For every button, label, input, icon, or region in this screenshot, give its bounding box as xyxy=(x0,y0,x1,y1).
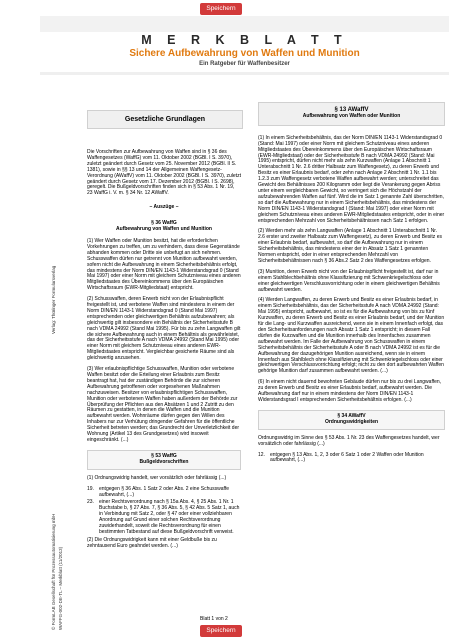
list-item: 23. einer Rechtsverordnung nach § 15a Abs. 4, § 25 Abs. 1 Nr. 1 Buchstabe b, § 27 Abs. 7, § 36 Abs. 5, § 42 Abs. 5 Satz 1, auch in Verbindung mit Satz 2, oder § 47 oder einer vollziehbaren Anordnung auf Grund einer solchen Rechtsverordnung zuwiderhandelt, soweit die Rechtsverordnung für einen bestimmten Tatbestand auf diese Bußgeldvorschrift verweist. xyxy=(87,499,240,535)
header-divider xyxy=(40,72,449,75)
paragraph: (2) Schusswaffen, deren Erwerb nicht von der Erlaubnispflicht freigestellt ist, und verbotene Waffen sind mindestens in einem der Norm DIN/EN 1143-1 Widerstandsgrad 0 (Stand Mai 1997) entsprechenden oder gleichwertigen Behältnis aufzubewahren; als gleichwertig gilt insbesondere ein Behältnis der Sicherheitsstufe B nach VDMA 24992 (Stand Mai 1995). Für bis zu zehn Langwaffen gilt die sichere Aufbewahrung auch in einem Behältnis als gewährleistet, das der Sicherheitsstufe A nach VDMA 24992 (Stand Mai 1995) oder einer Norm mit gleichem Schutzniveau eines anderen EWR-Mitgliedstaates entspricht. Vergleichbar gesicherte Räume sind als gleichwertig anzusehen. xyxy=(87,296,241,362)
paragraph: (2) Werden mehr als zehn Langwaffen (Anlage 1 Abschnitt 1 Unterabschnitt 1 Nr. 2.6 erster und zweiter Halbsatz zum Waffengesetz), zu deren Erwerb und Besitz es einer Erlaubnis bedarf, aufbewahrt, so darf die Aufbewahrung nur in einem Sicherheitsbehältnis, das mindestens einer der in Absatz 1 Satz 1 genannten Normen entspricht, oder in einer entsprechenden Mehrzahl von Sicherheitsbehältnissen nach § 36 Abs.2 Satz 2 des Waffengesetzes erfolgen. xyxy=(258,228,442,264)
paragraph: Ordnungswidrig im Sinne des § 53 Abs. 1 Nr. 23 des Waffengesetzes handelt, wer vorsätzlich oder fahrlässig (...) xyxy=(258,434,440,447)
section-53-waffg: § 53 WaffG Bußgeldvorschriften xyxy=(87,450,241,470)
section-34-awaffv: § 34 AWaffV Ordnungswidrigkeiten xyxy=(258,410,445,430)
document-header xyxy=(40,33,449,67)
auszug-label: – Auszüge – xyxy=(149,204,179,211)
section-13-awaffv: § 13 AWaffV Aufbewahrung von Waffen oder Munition xyxy=(258,102,445,126)
paragraph: (1) Ordnungswidrig handelt, wer vorsätzlich oder fahrlässig (...) xyxy=(87,474,227,481)
right-column xyxy=(258,102,445,466)
page-number: Blatt 1 von 2 xyxy=(200,616,228,622)
section-heading-grundlagen: Gesetzliche Grundlagen xyxy=(87,110,243,129)
left-column xyxy=(87,150,241,555)
side-note-code: WAFFG-002-DE-TL – Merkblatt (11/2013) xyxy=(58,546,63,630)
header-band xyxy=(40,16,449,32)
paragraph: (1) In einem Sicherheitsbehältnis, das der Norm DIN/EN 1143-1 Widerstandsgrad 0 (Stand: Mai 1997) oder einer Norm mit gleichem Schutzniveau eines anderen Mitgliedstaates des Übereinkommens über den Europäischen Wirtschaftsraum (EWR-Mitgliedstaat) oder der Sicherheitsstufe B nach VDMA 24992 (Stand: Mai 1995) entspricht, dürfen nicht mehr als zehn Kurzwaffen (Anlage 1 Abschnitt 1 Unterabschnitt 1 Nr. 2.6 dritter Halbsatz zum Waffengesetz), zu deren Erwerb und Besitz es einer Erlaubnis bedarf, oder zehn nach Anlage 2 Abschnitt 1 Nr. 1.1 bis 1.2.3 zum Waffengesetz verbotene Waffen aufbewahrt werden; unterschreitet das Gewicht des Behältnisses 200 Kilogramm oder liegt die Verankerung gegen Abriss unter einem vergleichbaren Gewicht, so verringert sich die Höchstzahl der aufzubewahrenden Waffen auf fünf. Wird die im Satz 1 genannte Zahl überschritten, so darf die Aufbewahrung nur in einem Sicherheitsbehältnis, das mindestens der Norm DIN/EN 1143-1 Widerstandsgrad I (Stand: Mai 1997) oder einer Norm mit gleichem Schutzniveau eines anderen EWR-Mitgliedstaates entspricht, oder in einer entsprechenden Mehrzahl von Sicherheitsbehältnissen nach Satz 1 erfolgen. xyxy=(258,134,445,224)
paragraph: (1) Wer Waffen oder Munition besitzt, hat die erforderlichen Vorkehrungen zu treffen, um zu verhindern, dass diese Gegenstände abhanden kommen oder Dritte sie unbefugt an sich nehmen. Schusswaffen dürfen nur getrennt von Munition aufbewahrt werden, sofern nicht die Aufbewahrung in einem Sicherheitsbehältnis erfolgt, das mindestens der Norm DIN/EN 1143-1 Widerstandsgrad 0 (Stand Mai 1997) oder einer Norm mit gleichem Schutzniveau eines anderen Mitgliedstaates des Übereinkommens über den Europäischen Wirtschaftsraum (EWR-Mitgliedstaat) entspricht. xyxy=(87,237,241,292)
document-tagline: Ein Ratgeber für Waffenbesitzer xyxy=(199,61,290,67)
side-note-verlag: Verlag: Thüringer Formularsverlag xyxy=(51,265,56,334)
document-title: M E R K B L A T T xyxy=(141,33,348,47)
list-item: 19. entgegen § 36 Abs. 1 Satz 2 oder Abs. 2 eine Schusswaffe aufbewahrt, (...) xyxy=(87,485,229,498)
paragraph: (2) Die Ordnungswidrigkeit kann mit einer Geldbuße bis zu zehntausend Euro geahndet werden. (...) xyxy=(87,536,217,549)
paragraph: (3) Munition, deren Erwerb nicht von der Erlaubnispflicht freigestellt ist, darf nur in einem Stahlblechbehältnis ohne Klassifizierung mit Schwenkriegelschloss oder einer gleichwertigen Verschlussvorrichtung oder in einem gleichwertigen Behältnis aufbewahrt werden. xyxy=(258,268,440,293)
save-button[interactable]: Speichern xyxy=(200,3,242,15)
paragraph: (3) Wer erlaubnispflichtige Schusswaffen, Munition oder verbotene Waffen besitzt oder die Erteilung einer Erlaubnis zum Besitz beantragt hat, hat der zuständigen Behörde die zur sicheren Aufbewahrung getroffenen oder vorgesehenen Maßnahmen nachzuweisen. Besitzer von erlaubnispflichtigen Schusswaffen, Munition oder verbotenen Waffen haben außerdem der Behörde zur Überprüfung der Pflichten aus den Absätzen 1 und 2 Zutritt zu den Räumen zu gestatten, in denen die Waffen und die Munition aufbewahrt werden. Wohnräume dürfen gegen den Willen des Inhabers nur zur Verhütung dringender Gefahren für die öffentliche Sicherheit betreten werden; das Grundrecht der Unverletzlichkeit der Wohnung (Artikel 13 des Grundgesetzes) wird insoweit eingeschränkt. (...) xyxy=(87,366,240,443)
paragraph: (4) Werden Langwaffen, zu deren Erwerb und Besitz es einer Erlaubnis bedarf, in einem Sicherheitsbehältnis, das der Sicherheitsstufe A nach VDMA 24992 (Stand: Mai 1995) entspricht, aufbewahrt, so ist es für die Aufbewahrung von bis zu fünf Kurzwaffen, zu deren Erwerb und Besitz es einer Erlaubnis bedarf, und der Munition für die Lang- und Kurzwaffen ausreichend, wenn sie in einem Innenfach erfolgt, das den Sicherheitsanforderungen nach Absatz 1 Satz 1 entspricht; in diesem Fall dürfen die Kurzwaffen und die Munition innerhalb des Innenfaches zusammen aufbewahrt werden. Im Falle der Aufbewahrung von Schusswaffen in einem Sicherheitsbehältnis der Sicherheitsstufe A oder B nach VDMA 24992 ist es für die Aufbewahrung der dazugehörigen Munition ausreichend, wenn sie in einem Innenfach aus Stahlblech ohne Klassifizierung mit Schwenkriegelschloss oder einer gleichwertigen Verschlussvorrichtung erfolgt; nicht zu den dort aufbewahrten Waffen gehörige Munition darf zusammen aufbewahrt werden. (...) xyxy=(258,297,445,375)
side-note-copyright: © FormLAB Gesellschaft für Prozessautomatisierung mbH xyxy=(51,513,56,630)
document-subtitle: Sichere Aufbewahrung von Waffen und Munition xyxy=(129,48,360,59)
list-item: 12. entgegen § 13 Abs. 1, 2, 3 oder 6 Satz 1 oder 2 Waffen oder Munition aufbewahrt, (...) xyxy=(258,451,424,464)
intro-paragraph: Die Vorschriften zur Aufbewahrung von Waffen sind in § 36 des Waffengesetzes (WaffG) vom 11. Oktober 2002 (BGBl. I S. 3970), zuletzt geändert durch Gesetz vom 25. November 2012 (BGBl. II S. 1381), sowie in §§ 13 und 14 der Allgemeinen Waffengesetz-Verordnung (AWaffV) vom 11. Oktober 2002 (BGBl. I S. 3970), zuletzt geändert durch Gesetz vom 17. Dezember 2012 (BGBl. I S. 2698), geregelt. Die Bußgeldvorschriften finden sich in § 53 Abs. 1 Nr. 19, 23 WaffG i. V. m. § 34 Nr. 12 AWaffV. xyxy=(87,149,241,197)
save-button-bottom[interactable]: Speichern xyxy=(200,625,242,637)
section-36-waffg: § 36 WaffG Aufbewahrung von Waffen und Munition xyxy=(116,220,212,233)
paragraph: (6) In einem nicht dauernd bewohnten Gebäude dürfen nur bis zu drei Langwaffen, zu deren Erwerb und Besitz es einer Erlaubnis bedarf, aufbewahrt werden. Die Aufbewahrung darf nur in einem mindestens der Norm DIN/EN 1143-1 Widerstandsgrad I entsprechenden Sicherheitsbehältnis erfolgen. (...) xyxy=(258,379,442,403)
